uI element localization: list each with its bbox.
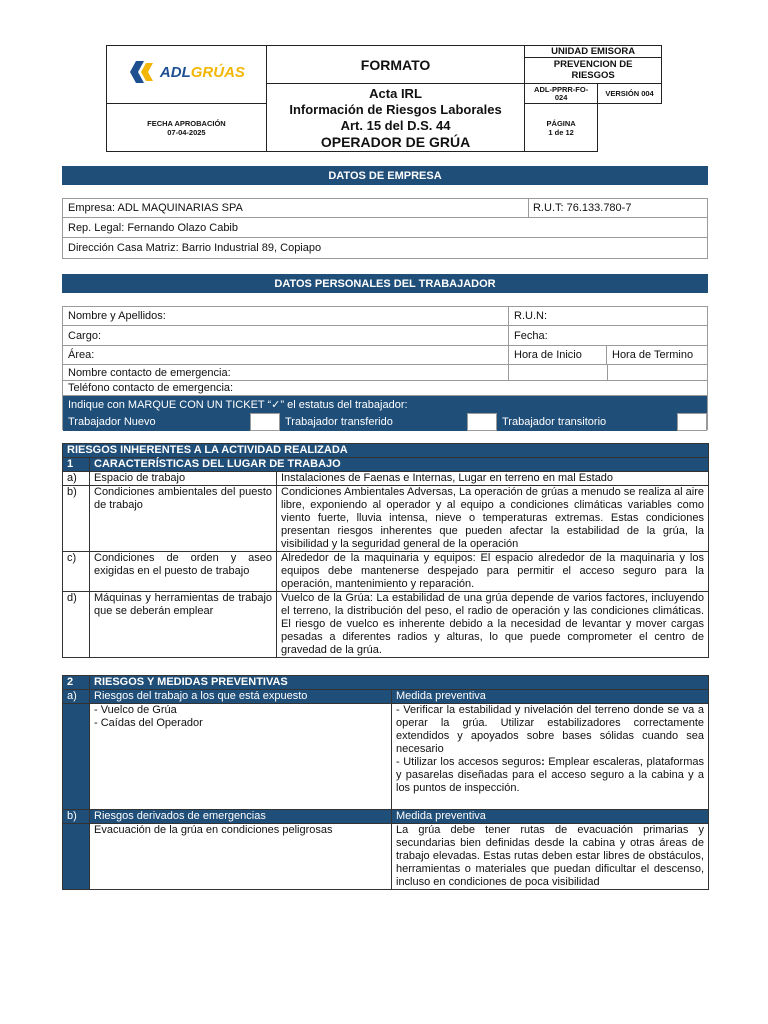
worker-data-table <box>62 306 708 430</box>
worker-run-field[interactable]: R.U.N: <box>514 310 547 322</box>
inherent-risks-title: RIESGOS INHERENTES A LA ACTIVIDAD REALIZADA <box>63 444 709 458</box>
row-label: Espacio de trabajo <box>90 472 277 486</box>
title-line-2: Información de Riesgos Laborales <box>289 101 502 117</box>
logo-text-accent: GRÚAS <box>190 63 245 81</box>
measure-item-2 <box>396 756 704 795</box>
title-line-3: Art. 15 del D.S. 44 <box>340 117 451 133</box>
end-time-field[interactable]: Hora de Termino <box>612 349 694 361</box>
row-text: Condiciones Ambientales Adversas, La operación de grúas a menudo se realiza al aire libre, exponiendo al operador y al equipo a condiciones climáticas variables como viento fuerte, lluvia intensa, nieve o temperaturas extremas. Estas condiciones presentan riesgos inherentes que pueden afectar la estabilidad de la grúa, la visibilidad y la seguridad general de la operación <box>277 486 709 552</box>
row-letter: a) <box>63 472 90 486</box>
date-field[interactable]: Fecha: <box>514 329 548 342</box>
company-name: Empresa: ADL MAQUINARIAS SPA <box>68 202 243 214</box>
work-risks-list <box>90 704 392 810</box>
company-logo <box>128 57 245 87</box>
row-text: Vuelco de la Grúa: La estabilidad de una grúa depende de varios factores, incluyendo el terreno, la distribución del peso, el radio de operación y las condiciones climáticas. El riesgo de vuelco es inherente debido a la necesidad de levantar y mover cargas pesadas a diferentes radios y alturas, lo que puede comprometer el centro de gravedad de la grúa. <box>277 592 709 658</box>
worker-position-field[interactable]: Cargo: <box>63 326 509 345</box>
logo-cell <box>107 46 267 104</box>
row-label: Condiciones de orden y aseo exigidas en el puesto de trabajo <box>90 552 277 592</box>
company-data-title: DATOS DE EMPRESA <box>62 166 708 185</box>
row-label: Máquinas y herramientas de trabajo que se deberán emplear <box>90 592 277 658</box>
section-1-number: 1 <box>63 458 90 472</box>
status-new-checkbox[interactable] <box>250 413 280 431</box>
document-title <box>266 84 524 152</box>
measure-item-2-lead: - Utilizar los accesos seguros <box>396 756 542 768</box>
status-transferred-checkbox[interactable] <box>467 413 497 431</box>
title-line-4: OPERADOR DE GRÚA <box>320 133 471 150</box>
emergency-measure: La grúa debe tener rutas de evacuación primarias y secundarias bien definidas desde la cabina y otras áreas de trabajo elevadas. Estas rutas deben estar libres de obstáculos, herramientas o materiales que puedan dificultar el descenso, incluso en condiciones de poca visibilidad <box>392 824 709 890</box>
measure-item: - Verificar la estabilidad y nivelación del terreno donde se va a operar la grúa. Utilizar estabilizadores correctamente extendidos y apoyados sobre bases sólidas cuando sea necesario <box>396 704 704 755</box>
approval-date-value: 07-04-2025 <box>167 127 206 137</box>
list-item: - Caídas del Operador <box>94 717 203 729</box>
legal-representative: Rep. Legal: Fernando Olazo Cabib <box>63 218 707 238</box>
company-rut: R.U.T: 76.133.780-7 <box>528 199 631 218</box>
title-line-1: Acta IRL <box>369 85 422 101</box>
table-row <box>63 472 709 486</box>
work-risks-measures <box>392 704 709 810</box>
preventive-measures-table <box>62 675 709 890</box>
row-text: Instalaciones de Faenas e Internas, Lugar en terreno en mal Estado <box>277 472 709 486</box>
inherent-risks-table <box>62 443 709 658</box>
measure-item-2-rest: Emplear escaleras, plataformas y pasarelas diseñadas para el acceso seguro a la cabina y a los puntos de inspección. <box>396 756 704 794</box>
issuing-unit-value: PREVENCION DE RIESGOS <box>553 59 633 81</box>
row-letter: c) <box>63 552 90 592</box>
crane-hook-logo-icon <box>128 57 158 87</box>
work-risks-header: Riesgos del trabajo a los que está expuesto <box>90 690 392 704</box>
emergency-risk: Evacuación de la grúa en condiciones peligrosas <box>90 824 392 890</box>
status-new-label: Trabajador Nuevo <box>68 416 156 428</box>
status-transitory-label: Trabajador transitorio <box>502 416 607 428</box>
list-item: - Vuelco de Grúa <box>94 704 177 716</box>
document-version: VERSIÓN 004 <box>598 84 662 104</box>
logo-text: ADL <box>159 63 191 81</box>
emergency-contact-name-field[interactable]: Nombre contacto de emergencia: <box>63 365 509 380</box>
section-2-number: 2 <box>63 676 90 690</box>
row-label: Condiciones ambientales del puesto de trabajo <box>90 486 277 552</box>
status-transferred-label: Trabajador transferido <box>285 416 393 428</box>
status-transitory-checkbox[interactable] <box>677 413 707 431</box>
measure-header-a: Medida preventiva <box>392 690 709 704</box>
measure-header-b: Medida preventiva <box>392 810 709 824</box>
start-time-field[interactable]: Hora de Inicio <box>509 346 607 364</box>
table-row <box>63 592 709 658</box>
subsection-a-letter: a) <box>63 690 90 704</box>
worker-data-title: DATOS PERSONALES DEL TRABAJADOR <box>62 274 708 293</box>
company-data-table <box>62 198 708 259</box>
issuing-unit-label: UNIDAD EMISORA <box>525 46 661 58</box>
emergency-risks-header: Riesgos derivados de emergencias <box>90 810 392 824</box>
section-2-title: RIESGOS Y MEDIDAS PREVENTIVAS <box>90 676 709 690</box>
page-label: PÁGINA <box>546 118 576 128</box>
row-letter: b) <box>63 486 90 552</box>
emergency-contact-phone-field[interactable]: Teléfono contacto de emergencia: <box>63 381 707 396</box>
table-row <box>63 552 709 592</box>
row-text: Alrededor de la maquinaria y equipos: El espacio alrededor de la maquinaria y los equipos debe mantenerse despejado para permitir el acceso seguro para la operación, mantenimiento y reparación. <box>277 552 709 592</box>
subsection-b-letter: b) <box>63 810 90 824</box>
table-row <box>63 486 709 552</box>
worker-name-field[interactable]: Nombre y Apellidos: <box>63 307 509 325</box>
document-code: ADL-PPRR-FO-024 <box>525 84 598 104</box>
page-value: 1 de 12 <box>548 127 574 137</box>
emergency-contact-name-value[interactable] <box>509 365 608 380</box>
document-header <box>106 45 662 152</box>
approval-date-label: FECHA APROBACIÓN <box>147 118 226 128</box>
status-instruction: Indique con MARQUE CON UN TICKET “✓” el estatus del trabajador: <box>63 396 707 413</box>
measure-item-2-colon: : <box>541 756 545 768</box>
section-1-title: CARACTERÍSTICAS DEL LUGAR DE TRABAJO <box>90 458 709 472</box>
format-label: FORMATO <box>266 46 524 84</box>
area-field[interactable]: Área: <box>63 346 509 364</box>
head-office-address: Dirección Casa Matriz: Barrio Industrial 89, Copiapo <box>68 241 322 254</box>
row-letter: d) <box>63 592 90 658</box>
